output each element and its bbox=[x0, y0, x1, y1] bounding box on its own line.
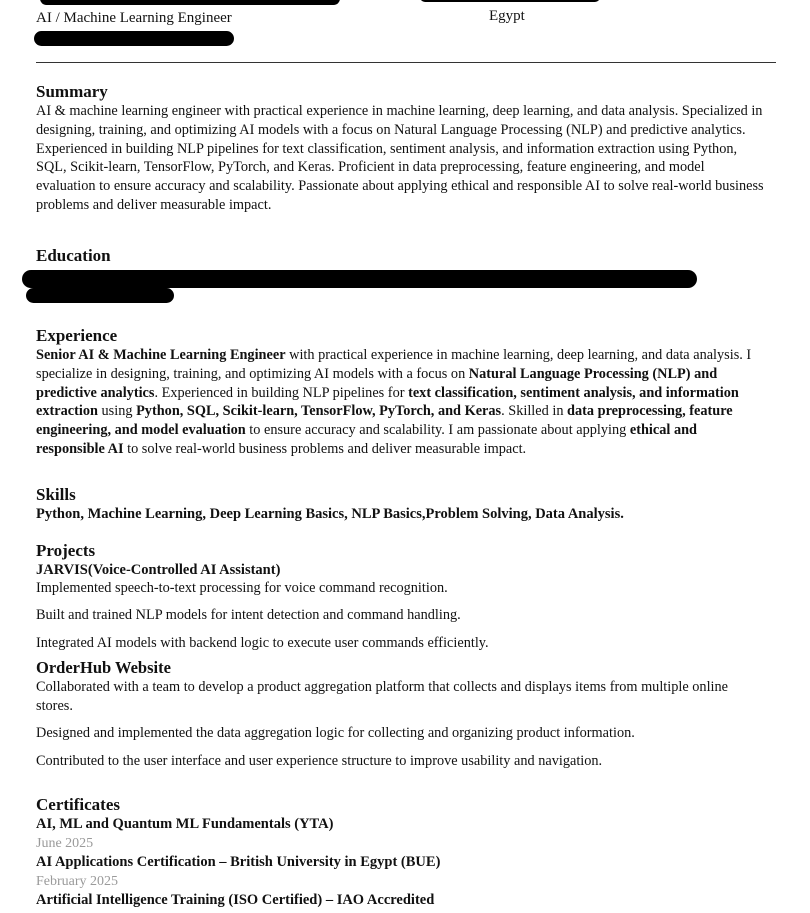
project-line: Designed and implemented the data aggregation logic for collecting and organizing product information. bbox=[36, 724, 635, 741]
certificates-heading: Certificates bbox=[36, 795, 121, 814]
certificate-date: June 2025 bbox=[36, 836, 94, 851]
experience-bold-run: Python, SQL, Scikit-learn, TensorFlow, PyTorch, and Keras bbox=[136, 403, 502, 420]
header-role: AI / Machine Learning Engineer bbox=[36, 10, 232, 26]
experience-bold-run: Natural Language Processing (NLP) and predictive analytics bbox=[36, 365, 718, 401]
certificates-section bbox=[36, 795, 766, 910]
skills-list: Python, Machine Learning, Deep Learning Basics, NLP Basics,Problem Solving, Data Analysis. bbox=[36, 506, 624, 522]
experience-run: to ensure accuracy and scalability. I am passionate about applying bbox=[245, 422, 630, 439]
redacted-contact-bar bbox=[34, 31, 234, 46]
experience-text bbox=[36, 346, 766, 459]
header-divider bbox=[36, 62, 776, 63]
projects-heading: Projects bbox=[36, 541, 96, 560]
experience-bold-run: data preprocessing, feature engineering, and model evaluation bbox=[36, 403, 733, 439]
skills-section bbox=[36, 485, 766, 524]
certificate-name: AI, ML and Quantum ML Fundamentals (YTA) bbox=[36, 816, 334, 832]
redacted-education-line-2 bbox=[26, 288, 174, 303]
skills-heading: Skills bbox=[36, 485, 76, 504]
experience-bold-run: Senior AI & Machine Learning Engineer bbox=[36, 347, 286, 363]
redacted-name-bar bbox=[40, 0, 340, 5]
education-heading: Education bbox=[36, 246, 111, 265]
experience-run: . Experienced in building NLP pipelines for bbox=[154, 384, 409, 401]
experience-bold-run: ethical and responsible AI bbox=[36, 422, 697, 457]
education-section bbox=[36, 246, 766, 266]
experience-run: . Skilled in bbox=[501, 403, 568, 420]
summary-heading: Summary bbox=[36, 82, 108, 101]
project-line: Implemented speech-to-text processing for voice command recognition. bbox=[36, 580, 448, 596]
project-line: Integrated AI models with backend logic to execute user commands efficiently. bbox=[36, 634, 489, 651]
project-line: Built and trained NLP models for intent detection and command handling. bbox=[36, 606, 461, 623]
project-title: JARVIS(Voice-Controlled AI Assistant) bbox=[36, 562, 281, 578]
experience-run: to solve real-world business problems and deliver measurable impact. bbox=[123, 440, 527, 457]
certificate-name: AI Applications Certification – British University in Egypt (BUE) bbox=[36, 854, 441, 870]
project-line: Collaborated with a team to develop a product aggregation platform that collects and displays items from multiple online stores. bbox=[36, 679, 729, 715]
summary-section bbox=[36, 82, 766, 215]
project-line: Contributed to the user interface and user experience structure to improve usability and navigation. bbox=[36, 752, 603, 769]
experience-run: using bbox=[97, 403, 137, 420]
header-location: Egypt bbox=[489, 8, 525, 24]
certificate-name: Artificial Intelligence Training (ISO Certified) – IAO Accredited bbox=[36, 892, 435, 908]
experience-section bbox=[36, 326, 766, 459]
experience-heading: Experience bbox=[36, 326, 118, 345]
redacted-top-right-bar bbox=[420, 0, 600, 2]
experience-run: with practical experience in machine learning, deep learning, and data analysis. I specialize in designing, training, and optimizing AI models with a focus on bbox=[36, 347, 752, 382]
redacted-education-line-1 bbox=[22, 270, 697, 288]
experience-bold-run: text classification, sentiment analysis, and information extraction bbox=[36, 384, 739, 420]
summary-text: AI & machine learning engineer with practical experience in machine learning, deep learning, and data analysis. Specialized in designing, training, and optimizing AI models with a focus on Natural Language Processing (NLP) and predictive analytics. Experienced in building NLP pipelines for text classification, sentiment analysis, and information extraction using Python, SQL, Scikit-learn, TensorFlow, PyTorch, and Keras. Proficient in data preprocessing, feature engineering, and model evaluation to ensure accuracy and scalability. Passionate about applying ethical and responsible AI to solve real-world business problems and deliver measurable impact. bbox=[36, 103, 764, 213]
certificate-date: February 2025 bbox=[36, 874, 119, 889]
project-title: OrderHub Website bbox=[36, 658, 171, 678]
projects-section bbox=[36, 541, 766, 771]
